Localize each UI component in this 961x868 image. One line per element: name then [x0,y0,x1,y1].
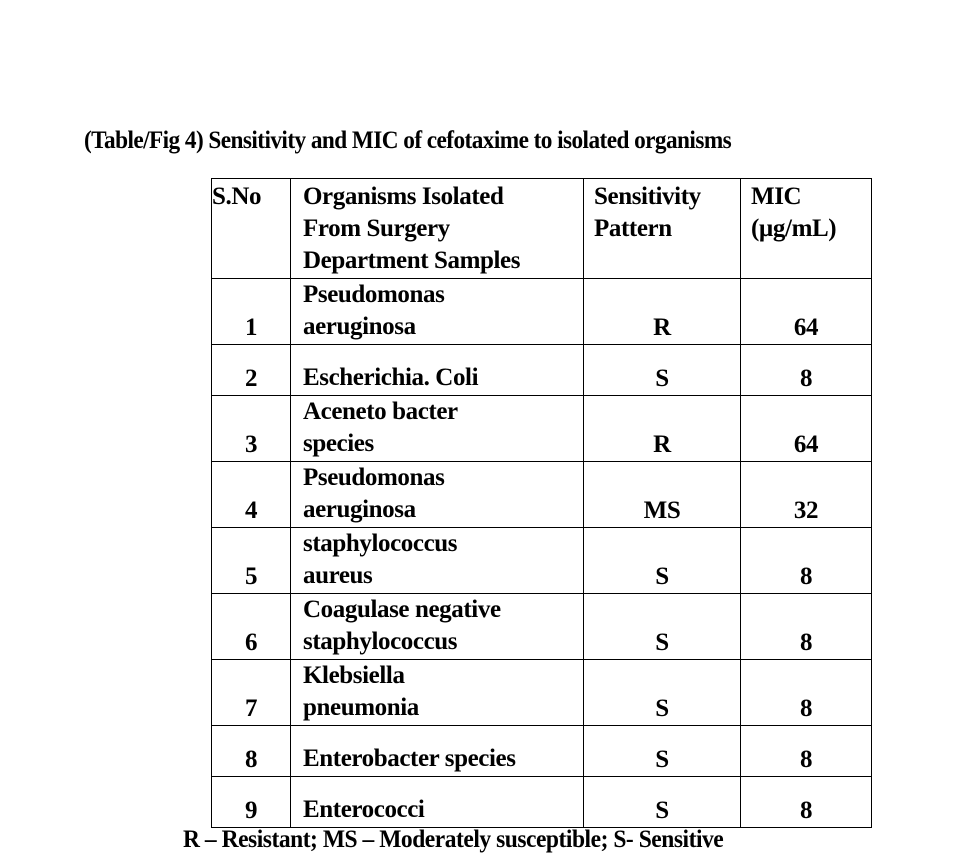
cell-sensitivity: S [584,660,741,726]
cell-organism-text: staphylococcus aureus [303,530,458,589]
cell-sno: 1 [212,279,291,345]
cell-sno: 7 [212,660,291,726]
cell-sensitivity: S [584,726,741,777]
cell-sno: 3 [212,396,291,462]
cell-sno: 4 [212,462,291,528]
cell-mic: 64 [741,396,872,462]
cell-mic: 32 [741,462,872,528]
cell-organism [291,528,584,594]
cell-organism [291,345,584,396]
table-row [212,396,872,462]
cefotaxime-mic-table [211,178,872,828]
cell-mic: 8 [741,594,872,660]
header-sno-text: S.No [212,183,262,210]
cell-organism-text: Klebsiella pneumonia [303,662,419,721]
cell-sensitivity: S [584,345,741,396]
cell-sno: 6 [212,594,291,660]
cell-sno: 8 [212,726,291,777]
table-title: (Table/Fig 4) Sensitivity and MIC of cefotaxime to isolated organisms [84,127,732,154]
header-organism-text: Organisms Isolated From Surgery Department Samples [303,183,521,274]
cell-organism [291,660,584,726]
cell-organism-text: Enterococci [303,796,425,823]
cell-organism-text: Aceneto bacter species [303,398,458,457]
table-row [212,726,872,777]
table-row [212,528,872,594]
header-sno [212,179,291,279]
cell-sensitivity: S [584,528,741,594]
cell-mic: 8 [741,726,872,777]
cell-organism-text: Pseudomonas aeruginosa [303,281,445,340]
header-mic [741,179,872,279]
cell-sensitivity: R [584,396,741,462]
cell-sno: 5 [212,528,291,594]
table-row [212,279,872,345]
table-footnote-legend: R – Resistant; MS – Moderately susceptible; S- Sensitive [183,826,724,853]
table-row [212,345,872,396]
cell-sensitivity: R [584,279,741,345]
table-header-row [212,179,872,279]
cell-sensitivity: S [584,594,741,660]
header-mic-text: MIC (µg/mL) [751,183,837,242]
cell-organism [291,726,584,777]
cell-organism-text: Coagulase negative staphylococcus [303,596,501,655]
cell-organism [291,462,584,528]
cell-sno: 9 [212,777,291,828]
cell-sensitivity: S [584,777,741,828]
table-row [212,777,872,828]
cell-organism-text: Escherichia. Coli [303,364,479,391]
cell-mic: 64 [741,279,872,345]
cell-organism [291,594,584,660]
cell-organism-text: Pseudomonas aeruginosa [303,464,445,523]
cell-organism [291,279,584,345]
cell-mic: 8 [741,345,872,396]
cell-mic: 8 [741,528,872,594]
header-sensitivity [584,179,741,279]
cell-mic: 8 [741,777,872,828]
cell-sensitivity: MS [584,462,741,528]
table-row [212,594,872,660]
header-organism [291,179,584,279]
cell-organism [291,777,584,828]
cell-organism-text: Enterobacter species [303,745,516,772]
table-row [212,660,872,726]
table-row [212,462,872,528]
cell-sno: 2 [212,345,291,396]
header-sensitivity-text: Sensitivity Pattern [594,183,701,242]
cell-organism [291,396,584,462]
cell-mic: 8 [741,660,872,726]
